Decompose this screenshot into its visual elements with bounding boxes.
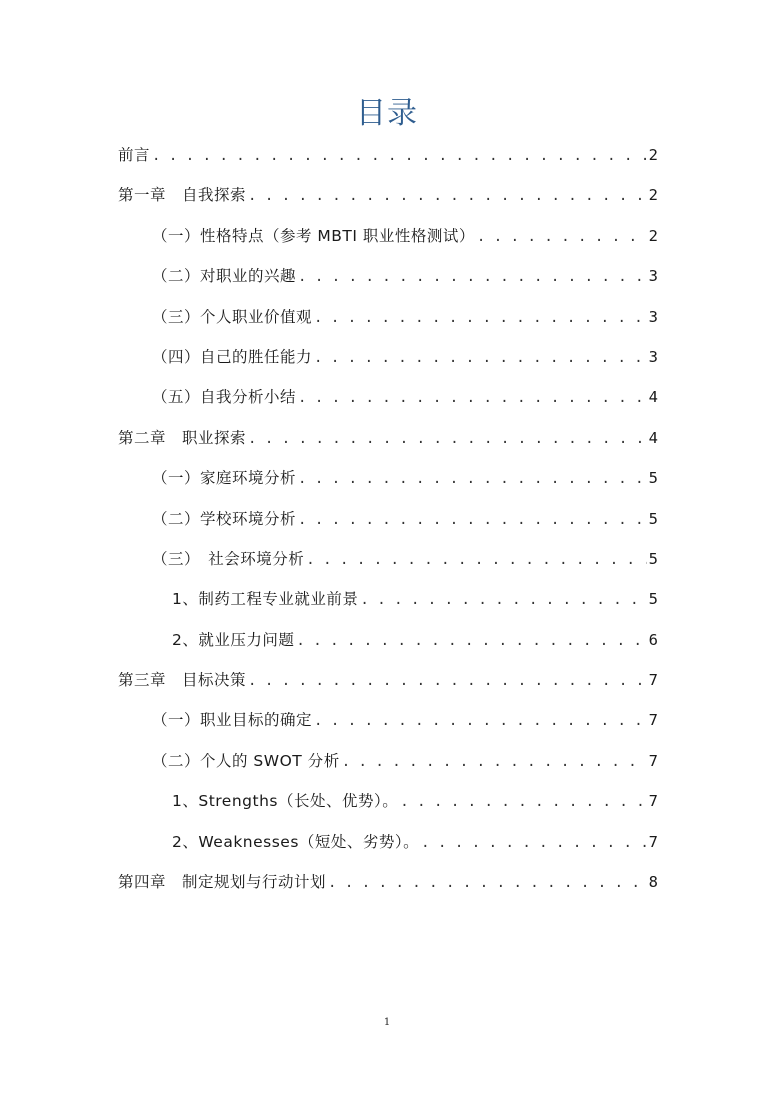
toc-leader-dots [306, 547, 646, 573]
toc-entry[interactable] [118, 748, 658, 788]
toc-leader-dots [298, 385, 647, 411]
toc-entry-label: （一）性格特点（参考 MBTI 职业性格测试） [152, 226, 475, 245]
toc-entry[interactable] [118, 384, 658, 424]
toc-entry-page: 5 [648, 469, 658, 488]
toc-entry-label: 第一章 自我探索 [118, 186, 247, 205]
toc-entry-page: 8 [648, 873, 658, 892]
toc-leader-dots [314, 345, 647, 371]
toc-leader-dots [400, 789, 646, 815]
toc-title: 目录 [356, 96, 418, 131]
toc-leader-dots [248, 426, 647, 452]
toc-entry-page: 4 [648, 428, 658, 447]
toc-entry[interactable] [118, 788, 658, 828]
toc-entry[interactable] [118, 586, 658, 626]
toc-leader-dots [248, 668, 647, 694]
toc-entry[interactable] [118, 829, 658, 869]
toc-entry-page: 5 [648, 549, 658, 568]
toc-entry[interactable] [118, 344, 658, 384]
toc-entry-page: 7 [648, 671, 658, 690]
toc-leader-dots [342, 749, 647, 775]
toc-entry-label: （一）职业目标的确定 [152, 711, 313, 730]
toc-entry-page: 3 [648, 307, 658, 326]
toc-entry-label: 1、Strengths（长处、优势）。 [172, 792, 399, 811]
toc-entry[interactable] [118, 223, 658, 263]
toc-entry-label: 2、Weaknesses（短处、劣势）。 [172, 832, 420, 851]
toc-entry-page: 2 [648, 226, 658, 245]
toc-leader-dots [298, 264, 647, 290]
toc-entry[interactable] [118, 707, 658, 747]
toc-entry[interactable] [118, 182, 658, 222]
toc-entry[interactable] [118, 425, 658, 465]
toc-entry-page: 7 [648, 832, 658, 851]
toc-entry[interactable] [118, 263, 658, 303]
toc-leader-dots [314, 708, 647, 734]
toc-leader-dots [298, 466, 647, 492]
toc-entry-page: 5 [648, 590, 658, 609]
toc-entry-page: 7 [648, 711, 658, 730]
toc-entry-page: 5 [648, 509, 658, 528]
toc-leader-dots [421, 830, 646, 856]
toc-leader-dots [298, 507, 647, 533]
toc-entry-page: 3 [648, 347, 658, 366]
toc-leader-dots [314, 305, 647, 331]
toc-entry-label: 2、就业压力问题 [172, 630, 295, 649]
toc-entry-label: （三）个人职业价值观 [152, 307, 313, 326]
toc-entry-label: （二）学校环境分析 [152, 509, 297, 528]
toc-entry[interactable] [118, 506, 658, 546]
toc-entry[interactable] [118, 546, 658, 586]
toc-entry-label: （二）个人的 SWOT 分析 [152, 751, 340, 770]
toc-entry-page: 7 [648, 751, 658, 770]
toc-entry[interactable] [118, 667, 658, 707]
toc-entry-label: （四）自己的胜任能力 [152, 347, 313, 366]
toc-entry-label: （二）对职业的兴趣 [152, 267, 297, 286]
toc-entry-label: 第四章 制定规划与行动计划 [118, 873, 327, 892]
toc-entry-label: 前言 [118, 146, 151, 164]
toc-entry-label: （五）自我分析小结 [152, 388, 297, 407]
toc-entry-label: （一）家庭环境分析 [152, 469, 297, 488]
toc-entry-page: 2 [648, 146, 658, 164]
toc-entry-page: 3 [648, 267, 658, 286]
toc-leader-dots [296, 628, 646, 654]
toc-entry[interactable] [118, 869, 658, 909]
toc-leader-dots [477, 224, 647, 250]
toc-entry[interactable] [118, 142, 658, 182]
toc-entry-label: 第三章 目标决策 [118, 671, 247, 690]
toc-leader-dots [152, 143, 647, 169]
toc-leader-dots [328, 870, 647, 896]
toc-leader-dots [248, 183, 647, 209]
footer-page-number: 1 [383, 1017, 391, 1028]
toc-entry[interactable] [118, 304, 658, 344]
toc-leader-dots [360, 587, 646, 613]
toc-entry-page: 7 [648, 792, 658, 811]
toc-entry-page: 2 [648, 186, 658, 205]
toc-entry-page: 6 [648, 630, 658, 649]
toc-entry[interactable] [118, 465, 658, 505]
toc-entry-page: 4 [648, 388, 658, 407]
toc-entry-label: （三） 社会环境分析 [152, 549, 305, 568]
toc-entry-label: 第二章 职业探索 [118, 428, 247, 447]
toc-entry-label: 1、制药工程专业就业前景 [172, 590, 359, 609]
toc-entry[interactable] [118, 627, 658, 667]
toc-list [118, 142, 658, 909]
